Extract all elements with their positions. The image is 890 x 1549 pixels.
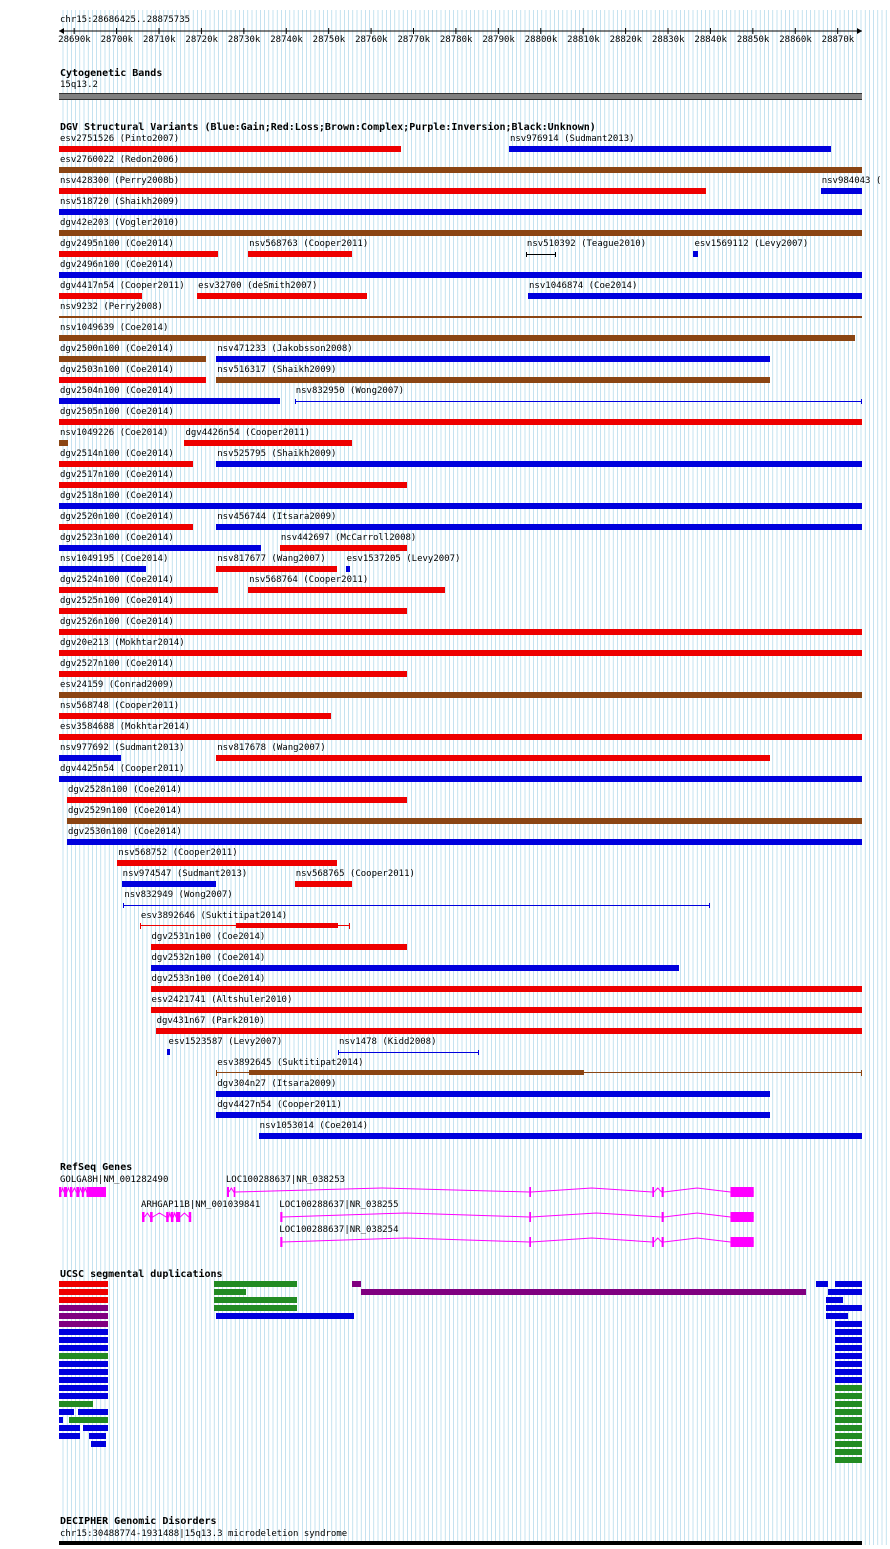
dgv-variant-label[interactable]: dgv2529n100 (Coe2014)	[67, 806, 182, 816]
dgv-variant-bar[interactable]	[184, 440, 352, 446]
segdup-block[interactable]	[361, 1289, 806, 1295]
dgv-variant-bar[interactable]	[59, 524, 193, 530]
refseq-exon	[234, 1187, 236, 1197]
dgv-variant-label[interactable]: dgv2533n100 (Coe2014)	[151, 974, 266, 984]
ruler-tick-label: 28760k	[355, 35, 388, 45]
ruler-tick-label: 28770k	[397, 35, 431, 45]
dgv-variant-label[interactable]: dgv42e203 (Vogler2010)	[60, 218, 180, 228]
dgv-variant-bar[interactable]	[67, 818, 862, 824]
dgv-variant-label[interactable]: nsv1053014 (Coe2014)	[259, 1121, 369, 1131]
dgv-variant-label[interactable]: nsv832950 (Wong2007)	[295, 386, 405, 396]
refseq-gene-label[interactable]: LOC100288637|NR_038254	[279, 1225, 399, 1235]
segdup-block[interactable]	[59, 1417, 63, 1423]
dgv-variant-label[interactable]: nsv977692 (Sudmant2013)	[60, 743, 185, 753]
dgv-track-title[interactable]: DGV Structural Variants (Blue:Gain;Red:Loss;Brown:Complex;Purple:Inversion;Black:Unknown)	[60, 122, 596, 133]
segdup-block[interactable]	[59, 1361, 108, 1367]
segdup-block[interactable]	[826, 1297, 843, 1303]
dgv-variant-label[interactable]: dgv2525n100 (Coe2014)	[60, 596, 174, 606]
dgv-variant-interval-line	[124, 905, 709, 906]
dgv-variant-label[interactable]: dgv2495n100 (Coe2014)	[60, 239, 174, 249]
dgv-variant-label[interactable]: esv2421741 (Altshuler2010)	[151, 995, 293, 1005]
ruler-tick-label: 28850k	[736, 35, 770, 45]
dgv-variant-label[interactable]: dgv2520n100 (Coe2014)	[60, 512, 174, 522]
dgv-variant-label[interactable]: nsv832949 (Wong2007)	[124, 890, 233, 900]
dgv-variant-bar[interactable]	[59, 230, 862, 236]
segdup-block[interactable]	[835, 1337, 862, 1343]
dgv-variant-label[interactable]: nsv568764 (Cooper2011)	[249, 575, 369, 585]
dgv-variant-label[interactable]: nsv817677 (Wang2007)	[217, 554, 326, 564]
dgv-variant-label[interactable]: dgv2518n100 (Coe2014)	[60, 491, 174, 501]
dgv-variant-bar[interactable]	[59, 671, 407, 677]
segdup-block[interactable]	[59, 1425, 80, 1431]
dgv-variant-bar[interactable]	[59, 545, 261, 551]
dgv-variant-label[interactable]: nsv9232 (Perry2008)	[60, 302, 163, 312]
dgv-variant-bar[interactable]	[59, 146, 401, 152]
segdup-block[interactable]	[835, 1361, 862, 1367]
dgv-variant-label[interactable]: nsv516317 (Shaikh2009)	[217, 365, 337, 375]
segdup-block[interactable]	[835, 1353, 862, 1359]
dgv-variant-bar[interactable]	[59, 316, 862, 318]
segdup-block[interactable]	[59, 1393, 108, 1399]
dgv-variant-bar[interactable]	[59, 503, 862, 509]
segdup-block[interactable]	[835, 1457, 862, 1463]
segdup-block[interactable]	[352, 1281, 361, 1287]
dgv-variant-bar[interactable]	[122, 881, 217, 887]
dgv-variant-label[interactable]: dgv2528n100 (Coe2014)	[67, 785, 182, 795]
dgv-variant-label[interactable]: dgv2526n100 (Coe2014)	[60, 617, 174, 627]
segdup-block[interactable]	[59, 1289, 108, 1295]
dgv-variant-label[interactable]: nsv1478 (Kidd2008)	[338, 1037, 437, 1047]
refseq-intron-line	[282, 1213, 753, 1217]
segdup-block[interactable]	[835, 1441, 862, 1447]
dgv-variant-bar[interactable]	[59, 482, 407, 488]
dgv-variant-label[interactable]: dgv431n67 (Park2010)	[156, 1016, 265, 1026]
ruler-tick-label: 28720k	[185, 35, 218, 45]
refseq-exon	[730, 1237, 753, 1247]
dgv-variant-label[interactable]: dgv304n27 (Itsara2009)	[217, 1079, 337, 1089]
dgv-variant-label[interactable]: nsv1049639 (Coe2014)	[60, 323, 169, 333]
dgv-variant-thick-part	[236, 923, 338, 928]
dgv-variant-bar[interactable]	[59, 608, 407, 614]
ruler-tick-label: 28790k	[482, 35, 515, 45]
dgv-variant-bar[interactable]	[509, 146, 831, 152]
ruler-tick-label: 28730k	[227, 35, 261, 45]
cytoband-track-title[interactable]: Cytogenetic Bands	[60, 68, 163, 79]
dgv-variant-bar[interactable]	[59, 461, 193, 467]
dgv-variant-bar[interactable]	[59, 734, 862, 740]
dgv-variant-bar[interactable]	[216, 461, 862, 467]
dgv-variant-bar[interactable]	[156, 1028, 862, 1034]
dgv-variant-bar[interactable]	[216, 1091, 770, 1097]
dgv-variant-label[interactable]: esv2760022 (Redon2006)	[60, 155, 180, 165]
dgv-variant-label[interactable]: nsv456744 (Itsara2009)	[217, 512, 337, 522]
dgv-variant-label[interactable]: esv3892645 (Suktitipat2014)	[217, 1058, 364, 1068]
dgv-variant-label[interactable]: esv3892646 (Suktitipat2014)	[140, 911, 288, 921]
segdup-block[interactable]	[59, 1377, 108, 1383]
segdup-block[interactable]	[214, 1289, 246, 1295]
dgv-variant-label[interactable]: nsv471233 (Jakobsson2008)	[217, 344, 353, 354]
refseq-intron-line	[282, 1238, 753, 1242]
dgv-variant-bar[interactable]	[216, 524, 862, 530]
ruler-tick-label: 28870k	[821, 35, 855, 45]
dgv-variant-bar[interactable]	[59, 776, 862, 782]
segdup-block[interactable]	[214, 1281, 297, 1287]
dgv-variant-label[interactable]: nsv974547 (Sudmant2013)	[122, 869, 248, 879]
dgv-variant-label[interactable]: nsv976914 (Sudmant2013)	[509, 134, 635, 144]
ruler-tick-label: 28860k	[779, 35, 812, 45]
dgv-variant-label[interactable]: nsv817678 (Wang2007)	[217, 743, 326, 753]
dgv-variant-bar[interactable]	[216, 566, 337, 572]
dgv-variant-interval-line	[339, 1052, 478, 1053]
segdup-block[interactable]	[835, 1385, 862, 1391]
refseq-gene-model[interactable]	[0, 1185, 890, 1199]
dgv-variant-label[interactable]: dgv2514n100 (Coe2014)	[60, 449, 174, 459]
ruler-tick-label: 28740k	[270, 35, 303, 45]
dgv-variant-bar[interactable]	[59, 335, 855, 341]
segdup-block[interactable]	[835, 1369, 862, 1375]
dgv-variant-bar[interactable]	[259, 1133, 862, 1139]
decipher-feature-bar[interactable]	[59, 1541, 862, 1545]
dgv-variant-label[interactable]: nsv428300 (Perry2008b)	[60, 176, 180, 186]
dgv-variant-bar[interactable]	[295, 881, 352, 887]
dgv-variant-bar[interactable]	[117, 860, 337, 866]
segdup-block[interactable]	[59, 1353, 108, 1359]
dgv-variant-bar[interactable]	[59, 377, 206, 383]
decipher-track-title[interactable]: DECIPHER Genomic Disorders	[60, 1516, 217, 1527]
dgv-variant-bar[interactable]	[248, 251, 352, 257]
segdup-block[interactable]	[835, 1401, 862, 1407]
dgv-variant-label[interactable]: nsv568748 (Cooper2011)	[60, 701, 180, 711]
dgv-variant-bar[interactable]	[59, 272, 862, 278]
dgv-variant-bar[interactable]	[59, 251, 218, 257]
dgv-variant-label[interactable]: nsv510392 (Teague2010)	[526, 239, 647, 249]
refseq-gene-label[interactable]: ARHGAP11B|NM_001039841	[141, 1200, 261, 1210]
refseq-exon	[662, 1237, 664, 1247]
dgv-variant-bar[interactable]	[216, 356, 770, 362]
cytoband-band[interactable]	[59, 93, 862, 100]
segdup-block[interactable]	[835, 1329, 862, 1335]
dgv-variant-label[interactable]: dgv20e213 (Mokhtar2014)	[60, 638, 185, 648]
segdup-block[interactable]	[59, 1385, 108, 1391]
dgv-variant-label[interactable]: esv24159 (Conrad2009)	[60, 680, 174, 690]
dgv-variant-bar[interactable]	[248, 587, 445, 593]
dgv-variant-bar[interactable]	[693, 251, 697, 257]
dgv-variant-bar[interactable]	[216, 377, 770, 383]
dgv-variant-label[interactable]: nsv1049195 (Coe2014)	[60, 554, 169, 564]
ruler-left-arrow	[59, 28, 64, 34]
segdup-block[interactable]	[59, 1409, 74, 1415]
dgv-variant-label[interactable]: nsv442697 (McCarroll2008)	[280, 533, 417, 543]
cytoband-label: 15q13.2	[60, 80, 98, 90]
segdup-block[interactable]	[59, 1305, 108, 1311]
dgv-variant-label[interactable]: dgv2524n100 (Coe2014)	[60, 575, 174, 585]
dgv-variant-bar[interactable]	[151, 1007, 862, 1013]
refseq-exon	[529, 1212, 531, 1222]
dgv-variant-label[interactable]: esv32700 (deSmith2007)	[198, 281, 318, 291]
refseq-gene-model[interactable]	[0, 1210, 890, 1224]
dgv-variant-label[interactable]: dgv2530n100 (Coe2014)	[67, 827, 182, 837]
dgv-variant-bar[interactable]	[59, 209, 862, 215]
dgv-variant-thick-part	[249, 1070, 584, 1075]
segdup-block[interactable]	[59, 1337, 108, 1343]
dgv-variant-bar[interactable]	[216, 755, 770, 761]
segdup-block[interactable]	[214, 1297, 297, 1303]
segdup-block[interactable]	[59, 1433, 80, 1439]
dgv-variant-bar[interactable]	[526, 252, 556, 257]
refseq-exon	[662, 1212, 664, 1222]
segdup-block[interactable]	[835, 1409, 862, 1415]
refseq-exon	[662, 1187, 664, 1197]
dgv-variant-label[interactable]: dgv2496n100 (Coe2014)	[60, 260, 174, 270]
segdup-block[interactable]	[835, 1433, 862, 1439]
refseq-gene-label[interactable]: LOC100288637|NR_038253	[225, 1175, 346, 1185]
dgv-variant-bar[interactable]	[123, 903, 710, 908]
dgv-variant-bar[interactable]	[151, 986, 862, 992]
dgv-variant-label[interactable]: esv1569112 (Levy2007)	[694, 239, 809, 249]
dgv-variant-label[interactable]: dgv4425n54 (Cooper2011)	[60, 764, 185, 774]
dgv-variant-bar[interactable]	[167, 1049, 169, 1055]
segdup-block[interactable]	[835, 1377, 862, 1383]
dgv-variant-bar[interactable]	[59, 167, 862, 173]
segdup-block[interactable]	[59, 1297, 108, 1303]
dgv-variant-label[interactable]: nsv984043 (	[821, 176, 882, 186]
dgv-variant-label[interactable]: dgv4426n54 (Cooper2011)	[185, 428, 311, 438]
segdup-block[interactable]	[78, 1409, 109, 1415]
segdup-block[interactable]	[59, 1329, 108, 1335]
dgv-variant-label[interactable]: dgv4417n54 (Cooper2011)	[60, 281, 185, 291]
segdup-block[interactable]	[826, 1313, 848, 1319]
dgv-variant-bar[interactable]	[59, 587, 218, 593]
dgv-variant-bar[interactable]	[59, 755, 121, 761]
dgv-variant-bar[interactable]	[140, 923, 350, 929]
dgv-variant-label[interactable]: dgv2504n100 (Coe2014)	[60, 386, 174, 396]
segdup-block[interactable]	[214, 1305, 297, 1311]
dgv-variant-bar[interactable]	[821, 188, 862, 194]
dgv-variant-interval-line	[296, 401, 861, 402]
ruler-tick-label: 28690k	[58, 35, 91, 45]
refseq-exon	[529, 1187, 531, 1197]
refseq-gene-model[interactable]	[0, 1235, 890, 1249]
segdup-block[interactable]	[59, 1345, 108, 1351]
refseq-exon	[529, 1237, 531, 1247]
dgv-variant-bar[interactable]	[59, 293, 142, 299]
dgv-variant-bar[interactable]	[151, 965, 679, 971]
refseq-exon	[280, 1237, 282, 1247]
dgv-variant-bar[interactable]	[216, 1112, 770, 1118]
refseq-exon	[652, 1187, 654, 1197]
dgv-variant-label[interactable]: esv1537205 (Levy2007)	[346, 554, 461, 564]
dgv-variant-bar[interactable]	[59, 356, 206, 362]
dgv-variant-label[interactable]: dgv2503n100 (Coe2014)	[60, 365, 174, 375]
segdup-block[interactable]	[835, 1417, 862, 1423]
ruler-tick-label: 28780k	[439, 35, 473, 45]
ruler-right-arrow	[857, 28, 862, 34]
dgv-variant-label[interactable]: nsv518720 (Shaikh2009)	[60, 197, 180, 207]
refseq-exon	[652, 1237, 654, 1247]
ruler-tick-label: 28840k	[694, 35, 727, 45]
dgv-variant-bar[interactable]	[338, 1050, 479, 1055]
segdup-block[interactable]	[826, 1305, 862, 1311]
segdup-block[interactable]	[59, 1369, 108, 1375]
dgv-variant-bar[interactable]	[59, 629, 862, 635]
dgv-variant-bar[interactable]	[59, 398, 280, 404]
segdup-block[interactable]	[59, 1401, 93, 1407]
ruler-tick-label: 28800k	[524, 35, 558, 45]
segdup-block[interactable]	[216, 1313, 354, 1319]
segdup-block[interactable]	[835, 1345, 862, 1351]
dgv-variant-bar[interactable]	[151, 944, 408, 950]
segdup-block[interactable]	[828, 1289, 862, 1295]
segdup-block[interactable]	[59, 1313, 108, 1319]
dgv-variant-label[interactable]: esv2751526 (Pinto2007)	[60, 134, 180, 144]
dgv-variant-label[interactable]: dgv2517n100 (Coe2014)	[60, 470, 174, 480]
dgv-variant-label[interactable]: nsv525795 (Shaikh2009)	[217, 449, 337, 459]
refseq-gene-label[interactable]: LOC100288637|NR_038255	[279, 1200, 399, 1210]
refseq-gene-label[interactable]: GOLGA8H|NM_001282490	[60, 1175, 169, 1185]
dgv-variant-bar[interactable]	[528, 293, 862, 299]
segdup-block[interactable]	[69, 1417, 108, 1423]
dgv-variant-bar[interactable]	[280, 545, 407, 551]
ruler-tick-label: 28810k	[567, 35, 600, 45]
dgv-variant-label[interactable]: nsv568763 (Cooper2011)	[249, 239, 369, 249]
dgv-variant-bar[interactable]	[295, 399, 862, 404]
dgv-variant-label[interactable]: dgv2532n100 (Coe2014)	[151, 953, 266, 963]
decipher-feature-label[interactable]: chr15:30488774-1931488|15q13.3 microdeletion syndrome	[60, 1529, 348, 1539]
refseq-exon	[227, 1187, 229, 1197]
segdup-block[interactable]	[83, 1425, 108, 1431]
dgv-variant-label[interactable]: nsv568752 (Cooper2011)	[118, 848, 238, 858]
dgv-variant-bar[interactable]	[59, 650, 862, 656]
segdup-track-title[interactable]: UCSC segmental duplications	[60, 1269, 223, 1280]
ruler-tick-label: 28820k	[609, 35, 643, 45]
dgv-variant-bar[interactable]	[67, 839, 862, 845]
segdup-block[interactable]	[835, 1393, 862, 1399]
segdup-block[interactable]	[835, 1425, 862, 1431]
segdup-block[interactable]	[835, 1321, 862, 1327]
dgv-variant-bar[interactable]	[59, 713, 331, 719]
segdup-block[interactable]	[91, 1441, 106, 1447]
dgv-variant-label[interactable]: esv1523587 (Levy2007)	[168, 1037, 283, 1047]
segdup-block[interactable]	[835, 1281, 862, 1287]
dgv-variant-label[interactable]: nsv568765 (Cooper2011)	[295, 869, 415, 879]
dgv-variant-bar[interactable]	[67, 797, 407, 803]
dgv-variant-bar[interactable]	[59, 692, 862, 698]
segdup-block[interactable]	[835, 1449, 862, 1455]
ruler-tick-label: 28830k	[652, 35, 685, 45]
ruler-tick-label: 28710k	[142, 35, 176, 45]
dgv-variant-bar[interactable]	[59, 188, 706, 194]
dgv-variant-bar[interactable]	[197, 293, 367, 299]
region-label: chr15:28686425..28875735	[60, 15, 191, 25]
refseq-exon	[730, 1212, 753, 1222]
dgv-variant-bar[interactable]	[59, 419, 862, 425]
dgv-variant-interval-line	[527, 254, 555, 255]
dgv-variant-label[interactable]: esv3584688 (Mokhtar2014)	[60, 722, 191, 732]
segdup-block[interactable]	[89, 1433, 106, 1439]
dgv-variant-label[interactable]: nsv1049226 (Coe2014)	[60, 428, 169, 438]
segdup-block[interactable]	[59, 1321, 108, 1327]
refseq-exon	[280, 1212, 282, 1222]
refseq-exon	[730, 1187, 753, 1197]
dgv-variant-label[interactable]: dgv2500n100 (Coe2014)	[60, 344, 174, 354]
dgv-variant-bar[interactable]	[59, 440, 68, 446]
segdup-block[interactable]	[816, 1281, 827, 1287]
ruler-tick-label: 28750k	[312, 35, 346, 45]
dgv-variant-label[interactable]: dgv2527n100 (Coe2014)	[60, 659, 174, 669]
dgv-variant-label[interactable]: nsv1046874 (Coe2014)	[529, 281, 638, 291]
refseq-track-title[interactable]: RefSeq Genes	[60, 1162, 133, 1173]
dgv-variant-label[interactable]: dgv2523n100 (Coe2014)	[60, 533, 174, 543]
dgv-variant-bar[interactable]	[216, 1070, 862, 1076]
dgv-variant-bar[interactable]	[59, 566, 146, 572]
dgv-variant-label[interactable]: dgv2505n100 (Coe2014)	[60, 407, 174, 417]
dgv-variant-label[interactable]: dgv2531n100 (Coe2014)	[151, 932, 266, 942]
dgv-variant-bar[interactable]	[346, 566, 350, 572]
segdup-block[interactable]	[59, 1281, 108, 1287]
refseq-intron-line	[229, 1188, 754, 1192]
ruler-tick-label: 28700k	[100, 35, 134, 45]
dgv-variant-label[interactable]: dgv4427n54 (Cooper2011)	[217, 1100, 342, 1110]
